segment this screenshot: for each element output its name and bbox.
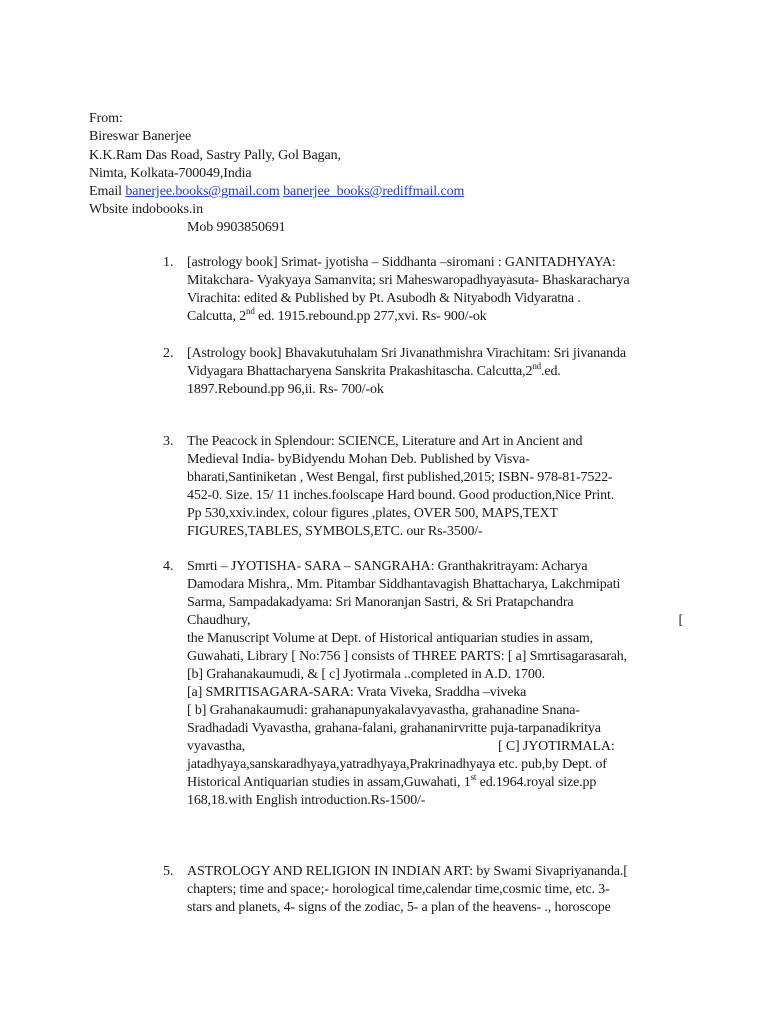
item-number: 5. xyxy=(163,864,174,879)
sender-name: Bireswar Banerjee xyxy=(89,129,192,144)
item-line: stars and planets, 4- signs of the zodiac, 5- a plan of the heavens- ., horoscope xyxy=(187,900,611,915)
email-link-gmail[interactable]: banerjee.books@gmail.com xyxy=(125,184,280,199)
email-line xyxy=(89,183,464,201)
item-line: Smrti – JYOTISHA- SARA – SANGRAHA: Granthakritrayam: Acharya xyxy=(187,559,588,574)
item-line: Chaudhury, [ xyxy=(187,613,683,628)
item-line: Historical Antiquarian studies in assam,Guwahati, 1st ed.1964.royal size.pp xyxy=(187,772,597,790)
item-line: [b] Grahanakaumudi, & [ c] Jyotirmala ..completed in A.D. 1700. xyxy=(187,667,545,682)
item-line: The Peacock in Splendour: SCIENCE, Literature and Art in Ancient and xyxy=(187,434,583,449)
item-number: 3. xyxy=(163,434,174,449)
item-line: Damodara Mishra,. Mm. Pitambar Siddhantavagish Bhattacharya, Lakchmipati xyxy=(187,577,621,592)
item-line: Virachita: edited & Published by Pt. Asubodh & Nityabodh Vidyaratna . xyxy=(187,291,581,306)
item-line: [astrology book] Srimat- jyotisha – Siddhanta –siromani : GANITADHYAYA: xyxy=(187,255,616,270)
address-line-1: K.K.Ram Das Road, Sastry Pally, Gol Bagan, xyxy=(89,148,341,163)
item-line: [a] SMRITISAGARA-SARA: Vrata Viveka, Sraddha –viveka xyxy=(187,685,527,700)
item-line: FIGURES,TABLES, SYMBOLS,ETC. our Rs-3500/- xyxy=(187,524,483,539)
item-line: bharati,Santiniketan , West Bengal, first published,2015; ISBN- 978-81-7522- xyxy=(187,470,613,485)
email-link-rediffmail[interactable]: banerjee_books@rediffmail.com xyxy=(283,184,465,199)
item-line: Pp 530,xxiv.index, colour figures ,plates, OVER 500, MAPS,TEXT xyxy=(187,506,558,521)
from-label: From: xyxy=(89,111,123,126)
item-line: 168,18.with English introduction.Rs-1500/- xyxy=(187,793,426,808)
item-number: 2. xyxy=(163,346,174,361)
item-line: Vidyagara Bhattacharyena Sanskrita Prakashitascha. Calcutta,2nd.ed. xyxy=(187,361,561,379)
item-line: vyavastha, [ C] JYOTIRMALA: xyxy=(187,739,615,754)
item-line: 452-0. Size. 15/ 11 inches.foolscape Hard bound. Good production,Nice Print. xyxy=(187,488,615,503)
item-number: 1. xyxy=(163,255,174,270)
item-line: [ b] Grahanakaumudi: grahanapunyakalavyavastha, grahanadine Snana- xyxy=(187,703,580,718)
item-line: jatadhyaya,sanskaradhyaya,yatradhyaya,Prakrinadhyaya etc. pub,by Dept. of xyxy=(187,757,607,772)
item-line: [Astrology book] Bhavakutuhalam Sri Jivanathmishra Virachitam: Sri jivananda xyxy=(187,346,626,361)
item-number: 4. xyxy=(163,559,174,574)
item-line: Sarma, Sampadakadyama: Sri Manoranjan Sastri, & Sri Pratapchandra xyxy=(187,595,574,610)
item-line: Calcutta, 2nd ed. 1915.rebound.pp 277,xvi. Rs- 900/-ok xyxy=(187,306,487,324)
email-label: Email xyxy=(89,184,122,199)
item-line: ASTROLOGY AND RELIGION IN INDIAN ART: by Swami Sivapriyananda.[ xyxy=(187,864,628,879)
item-line: 1897.Rebound.pp 96,ii. Rs- 700/-ok xyxy=(187,382,384,397)
website-line: Wbsite indobooks.in xyxy=(89,202,203,217)
address-line-2: Nimta, Kolkata-700049,India xyxy=(89,166,252,181)
item-line: Guwahati, Library [ No:756 ] consists of THREE PARTS: [ a] Smrtisagarasarah, xyxy=(187,649,627,664)
item-line: chapters; time and space;- horological time,calendar time,cosmic time, etc. 3- xyxy=(187,882,610,897)
item-line: Mitakchara- Vyakyaya Samanvita; sri Maheswaropadhyayasuta- Bhaskaracharya xyxy=(187,273,630,288)
item-line: Medieval India- byBidyendu Mohan Deb. Published by Visva- xyxy=(187,452,530,467)
item-line: the Manuscript Volume at Dept. of Historical antiquarian studies in assam, xyxy=(187,631,593,646)
item-line: Sradhadadi Vyavastha, grahana-falani, grahananirvritte puja-tarpanadikritya xyxy=(187,721,601,736)
mobile-line: Mob 9903850691 xyxy=(187,220,286,235)
